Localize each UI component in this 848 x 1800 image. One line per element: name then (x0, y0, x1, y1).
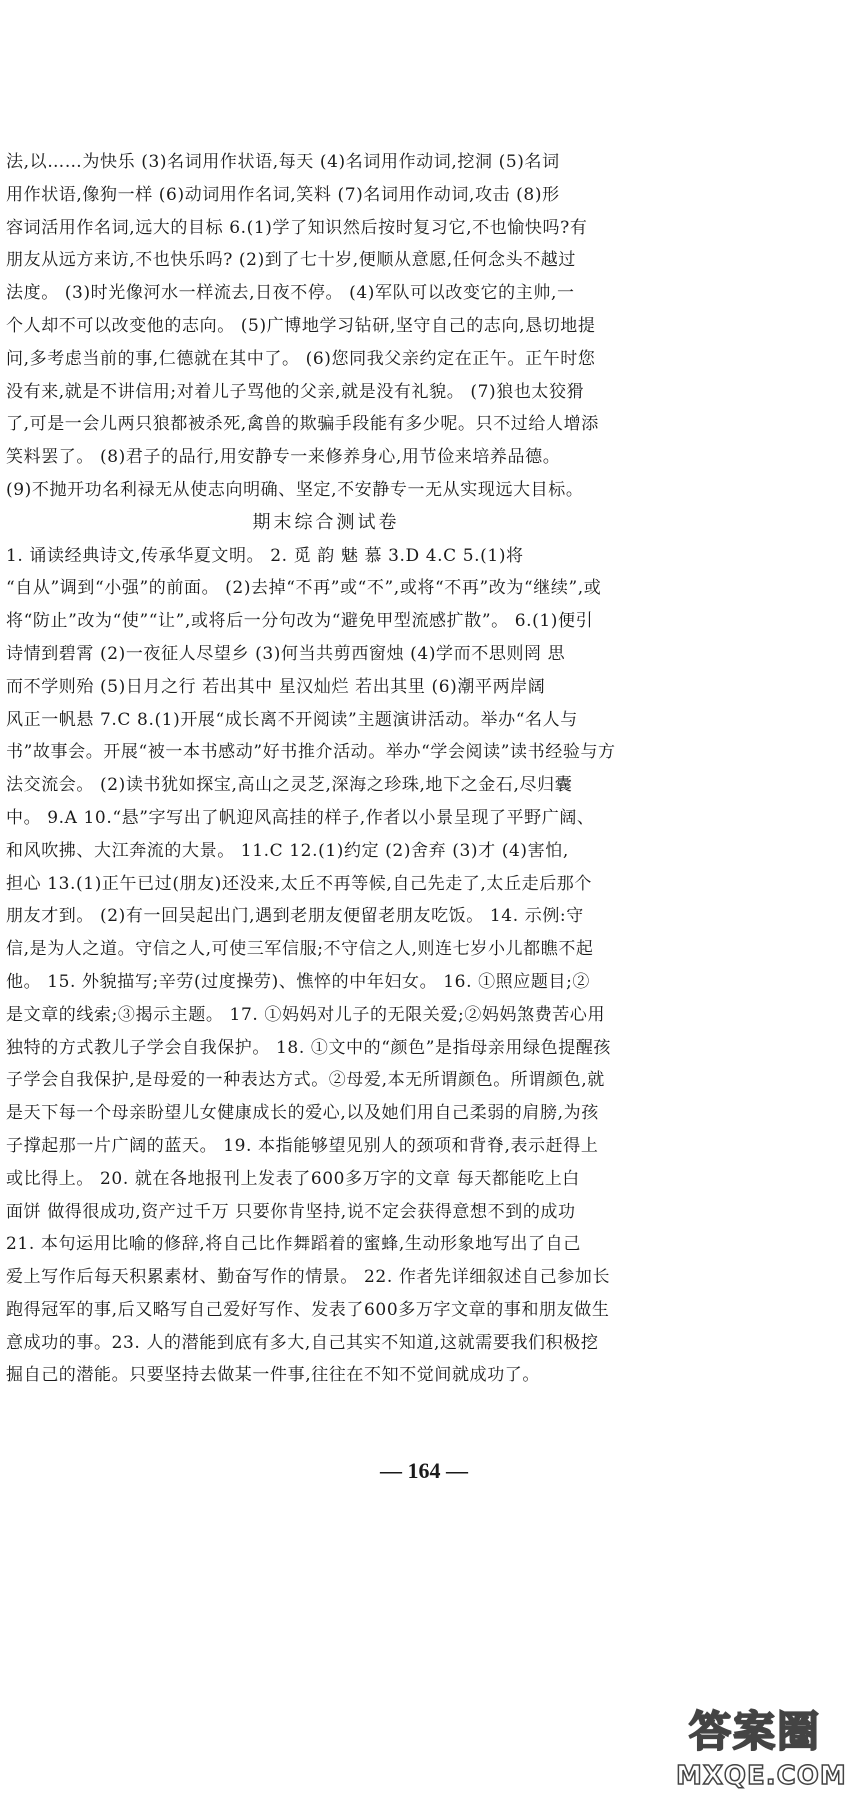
answer-text-block (6, 146, 646, 1392)
text-line: 中。 9.A 10.“悬”字写出了帆迎风高挂的样子,作者以小景呈现了平野广阔、 (6, 807, 595, 828)
text-line: 而不学则殆 (5)日月之行 若出其中 星汉灿烂 若出其里 (6)潮平两岸阔 (6, 676, 546, 697)
text-line: 用作状语,像狗一样 (6)动词用作名词,笑料 (7)名词用作动词,攻击 (8)形 (6, 184, 560, 205)
text-line: 和风吹拂、大江奔流的大景。 11.C 12.(1)约定 (2)舍弃 (3)才 (4)害怕, (6, 840, 569, 861)
text-line: 法,以……为快乐 (3)名词用作状语,每天 (4)名词用作动词,挖洞 (5)名词 (6, 152, 560, 172)
text-line: 将“防止”改为“使”“让”,或将后一分句改为“避免甲型流感扩散”。 6.(1)便引 (6, 611, 594, 632)
text-line: 他。 15. 外貌描写;辛劳(过度操劳)、憔悴的中年妇女。 16. ①照应题目;② (6, 971, 591, 992)
text-line: 容词活用作名词,远大的目标 6.(1)学了知识然后按时复习它,不也愉快吗?有 (6, 217, 588, 238)
text-line: 个人却不可以改变他的志向。 (5)广博地学习钻研,坚守自己的志向,恳切地提 (6, 315, 596, 336)
text-line: 1. 诵读经典诗文,传承华夏文明。 2. 觅 韵 魅 慕 3.D 4.C 5.(1)将 (6, 545, 524, 566)
text-line: (9)不抛开功名利禄无从使志向明确、坚定,不安静专一无从实现远大目标。 (6, 479, 584, 500)
text-line: 笑料罢了。 (8)君子的品行,用安静专一来修养身心,用节俭来培养品德。 (6, 447, 561, 468)
section-title: 期末综合测试卷 (252, 511, 400, 533)
text-line: 风正一帆悬 7.C 8.(1)开展“成长离不开阅读”主题演讲活动。举办“名人与 (6, 709, 578, 730)
text-line: 法度。 (3)时光像河水一样流去,日夜不停。 (4)军队可以改变它的主帅,一 (6, 283, 575, 304)
text-line: 子学会自我保护,是母爱的一种表达方式。②母爱,本无所谓颜色。所谓颜色,就 (6, 1070, 605, 1091)
text-line: 面饼 做得很成功,资产过千万 只要你肯坚持,说不定会获得意想不到的成功 (6, 1201, 576, 1222)
text-line: 问,多考虑当前的事,仁德就在其中了。 (6)您同我父亲约定在正午。正午时您 (6, 348, 596, 369)
text-line: “自从”调到“小强”的前面。 (2)去掉“不再”或“不”,或将“不再”改为“继续”,或 (6, 578, 602, 599)
text-line: 独特的方式教儿子学会自我保护。 18. ①文中的“颜色”是指母亲用绿色提醒孩 (6, 1037, 612, 1058)
watermark-title: 答案圈 (688, 1707, 821, 1756)
text-line: 是文章的线索;③揭示主题。 17. ①妈妈对儿子的无限关爱;②妈妈煞费苦心用 (6, 1004, 606, 1025)
text-line: 朋友才到。 (2)有一回吴起出门,遇到老朋友便留老朋友吃饭。 14. 示例:守 (6, 906, 584, 927)
text-line: 是天下每一个母亲盼望儿女健康成长的爱心,以及她们用自己柔弱的肩膀,为孩 (6, 1103, 599, 1124)
text-line: 没有来,就是不讲信用;对着儿子骂他的父亲,就是没有礼貌。 (7)狼也太狡猾 (6, 381, 585, 402)
text-line: 法交流会。 (2)读书犹如探宝,高山之灵芝,深海之珍珠,地下之金石,尽归囊 (6, 775, 573, 796)
watermark-domain: MXQE.COM (676, 1761, 847, 1791)
text-line: 信,是为人之道。守信之人,可使三军信服;不守信之人,则连七岁小儿都瞧不起 (6, 939, 594, 960)
text-line: 跑得冠军的事,后又略写自己爱好写作、发表了600多万字文章的事和朋友做生 (6, 1299, 610, 1320)
text-line: 意成功的事。23. 人的潜能到底有多大,自己其实不知道,这就需要我们积极挖 (6, 1332, 599, 1353)
site-watermark-logo (676, 1704, 847, 1796)
text-line: 诗情到碧霄 (2)一夜征人尽望乡 (3)何当共剪西窗烛 (4)学而不思则罔 思 (6, 643, 566, 664)
text-line: 爱上写作后每天积累素材、勤奋写作的情景。 22. 作者先详细叙述自己参加长 (6, 1267, 611, 1288)
text-line: 朋友从远方来访,不也快乐吗? (2)到了七十岁,便顺从意愿,任何念头不越过 (6, 250, 577, 271)
page-number: — 164 — (380, 1458, 468, 1483)
text-line: 了,可是一会儿两只狼都被杀死,禽兽的欺骗手段能有多少呢。只不过给人增添 (6, 414, 599, 435)
text-line: 书”故事会。开展“被一本书感动”好书推介活动。举办“学会阅读”读书经验与方 (6, 742, 616, 763)
text-line: 掘自己的潜能。只要坚持去做某一件事,往往在不知不觉间就成功了。 (6, 1365, 541, 1386)
text-line: 或比得上。 20. 就在各地报刊上发表了600多万字的文章 每天都能吃上白 (6, 1168, 580, 1189)
text-line: 担心 13.(1)正午已过(朋友)还没来,太丘不再等候,自己先走了,太丘走后那个 (6, 873, 592, 894)
text-line: 子撑起那一片广阔的蓝天。 19. 本指能够望见别人的颈项和背脊,表示赶得上 (6, 1135, 599, 1156)
text-line: 21. 本句运用比喻的修辞,将自己比作舞蹈着的蜜蜂,生动形象地写出了自己 (6, 1234, 581, 1255)
